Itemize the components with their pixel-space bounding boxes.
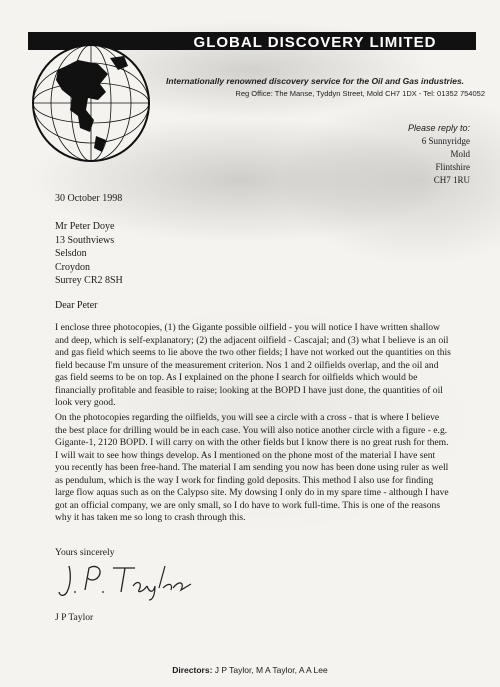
handwritten-signature [55,560,195,602]
addressee-line: Surrey CR2 8SH [55,275,123,286]
addressee-line: 13 Southviews [55,234,115,246]
letter-date: 30 October 1998 [55,193,123,204]
body-paragraph-2: On the photocopies regarding the oilfields, you will see a circle with a cross - that is where I believe the best place for drilling would be in each case. You will also notice another circle with a figure - e.g. Gigante-1, 2120 BOPD. I will carry on with the other fields but I know there is no great rush for them. I will wait to see how things develop. As I mentioned on the phone most of the material I have sent you recently has been free-hand. The material I am sending you now has been done using ruler as well as pendulum, which is the way I work for finding gold deposits. This method I also use for finding large flow aquas such as on the Calypso site. My dowsing I only do in my spare time - although I have got an official company, we are only small, so I do have to work full-time. This is one of the reasons why it has taken me so long to crash through this. [55,412,449,523]
reply-line: Mold [450,149,470,159]
directors-label: Directors: [172,665,213,675]
company-name: GLOBAL DISCOVERY LIMITED [193,34,437,51]
addressee-line: Mr Peter Doye [55,221,115,232]
reply-line: CH7 1RU [433,175,470,185]
reply-line: Flintshire [435,162,470,172]
reply-line: 6 Sunnyridge [421,136,470,146]
signatory-name: J P Taylor [55,612,94,623]
reply-address [408,122,470,187]
addressee-line: Selsdon [55,248,87,259]
addressee-line: Croydon [55,261,90,273]
directors-footer [0,665,500,675]
registered-office: Reg Office: The Manse, Tyddyn Street, Mold CH7 1DX - Tel: 01352 754052 [235,89,485,98]
globe-icon [28,40,154,166]
company-tagline: Internationally renowned discovery service for the Oil and Gas industries. [165,76,465,86]
closing: Yours sincerely [55,547,115,558]
salutation: Dear Peter [55,300,98,311]
addressee-block [55,220,123,288]
body-paragraph-1: I enclose three photocopies, (1) the Gigante possible oilfield - you will notice I have written shallow and deep, which is self-explanatory; (2) the adjacent oilfield - Cascajal; and (3) what I believe is an oil and gas field which seems to lie above the two other fields; I have not worked out the quantities on this field because I'm unsure of the measurement criterion. Nos 1 and 2 oilfields overlap, and the oil and gas field seems to be on top. As I explained on the phone I search for oilfields which would be financially profitable and feasible to raise; looking at the BOPD I have just done, the quantities of oil look very good. [55,322,451,408]
reply-label: Please reply to: [407,123,470,133]
directors-names: J P Taylor, M A Taylor, A A Lee [214,665,328,675]
